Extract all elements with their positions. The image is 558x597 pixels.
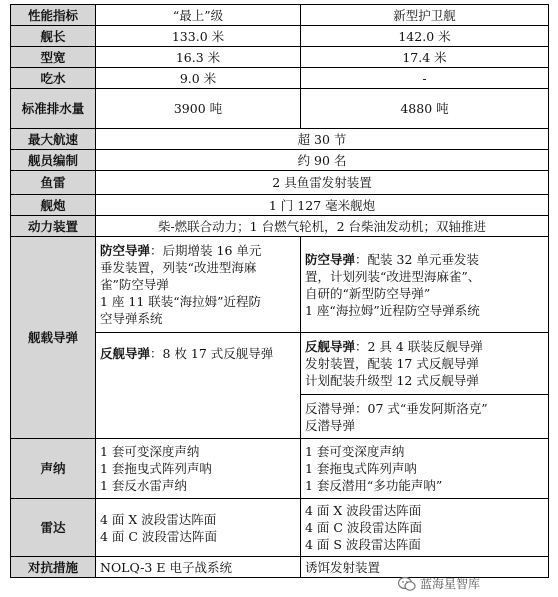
label-torpedo: 鱼雷 <box>11 171 96 195</box>
row-gun <box>11 195 549 216</box>
missiles-b-as-title: 反舰导弹 <box>305 339 356 354</box>
label-countermeasures: 对抗措施 <box>11 557 96 578</box>
sonar-a: 1 套可变深度声纳 1 套拖曳式阵列声呐 1 套反水雷声纳 <box>96 439 301 499</box>
countermeasures-b: 诱饵发射装置 <box>301 557 549 578</box>
radar-b: 4 面 X 波段雷达阵面 4 面 C 波段雷达阵面 4 面 S 波段雷达阵面 <box>301 499 549 557</box>
length-a: 133.0 米 <box>96 26 301 47</box>
missiles-b-asw: 反潜导弹：07 式“垂发阿斯洛克” 反潜导弹 <box>301 395 549 439</box>
crew-value: 约 90 名 <box>96 150 549 171</box>
header-row <box>11 5 549 26</box>
watermark <box>398 575 480 592</box>
sonar-b: 1 套可变深度声纳 1 套拖曳式阵列声呐 1 套反潜用“多功能声呐” <box>301 439 549 499</box>
row-speed <box>11 129 549 150</box>
beam-b: 17.4 米 <box>301 47 549 68</box>
header-class-a: “最上”级 <box>96 5 301 26</box>
missiles-a-aa-title: 防空导弹 <box>100 243 151 258</box>
torpedo-value: 2 具鱼雷发射装置 <box>96 171 549 195</box>
label-gun: 舰炮 <box>11 195 96 216</box>
length-b: 142.0 米 <box>301 26 549 47</box>
row-sonar <box>11 439 549 499</box>
countermeasures-a: NOLQ-3 E 电子战系统 <box>96 557 301 578</box>
label-crew: 舰员编制 <box>11 150 96 171</box>
header-class-b: 新型护卫舰 <box>301 5 549 26</box>
label-displacement: 标准排水量 <box>11 89 96 129</box>
missiles-a-as: 反舰导弹：8 枚 17 式反舰导弹 <box>96 333 301 439</box>
missiles-b-aa: 防空导弹：配装 32 单元垂发装 置，计划列装“改进型海麻雀”、 自研的“新型防空导弹” 1 座“海拉姆”近程防空导弹系统 <box>301 237 549 333</box>
label-speed: 最大航速 <box>11 129 96 150</box>
row-crew <box>11 150 549 171</box>
spec-table <box>10 4 549 578</box>
row-beam <box>11 47 549 68</box>
power-value: 柴-燃联合动力；1 台燃气轮机，2 台柴油发动机；双轴推进 <box>96 216 549 237</box>
header-metric: 性能指标 <box>11 5 96 26</box>
draft-b: - <box>301 68 549 89</box>
gun-value: 1 门 127 毫米舰炮 <box>96 195 549 216</box>
watermark-text: 蓝海星智库 <box>420 577 481 591</box>
label-power: 动力装置 <box>11 216 96 237</box>
displacement-a: 3900 吨 <box>96 89 301 129</box>
label-beam: 型宽 <box>11 47 96 68</box>
missiles-b-as: 反舰导弹：2 具 4 联装反舰导弹 发射装置，配装 17 式反舰导弹 计划配装升级型 12 式反舰导弹 <box>301 333 549 395</box>
draft-a: 9.0 米 <box>96 68 301 89</box>
speed-value: 超 30 节 <box>96 129 549 150</box>
beam-a: 16.3 米 <box>96 47 301 68</box>
label-length: 舰长 <box>11 26 96 47</box>
missiles-b-aa-title: 防空导弹 <box>305 251 356 267</box>
row-power <box>11 216 549 237</box>
row-torpedo <box>11 171 549 195</box>
label-missiles: 舰载导弹 <box>11 237 96 439</box>
label-radar: 雷达 <box>11 499 96 557</box>
row-missiles-aa <box>11 237 549 333</box>
label-sonar: 声纳 <box>11 439 96 499</box>
row-displacement <box>11 89 549 129</box>
wechat-icon <box>398 576 416 592</box>
missiles-a-as-title: 反舰导弹 <box>100 346 151 361</box>
missiles-a-aa: 防空导弹：后期增装 16 单元 垂发装置，列装“改进型海麻 雀”防空导弹 1 座 11 联装“海拉姆”近程防 空导弹系统 <box>96 237 301 333</box>
row-radar <box>11 499 549 557</box>
displacement-b: 4880 吨 <box>301 89 549 129</box>
row-draft <box>11 68 549 89</box>
label-draft: 吃水 <box>11 68 96 89</box>
row-length <box>11 26 549 47</box>
radar-a: 4 面 X 波段雷达阵面 4 面 C 波段雷达阵面 <box>96 499 301 557</box>
